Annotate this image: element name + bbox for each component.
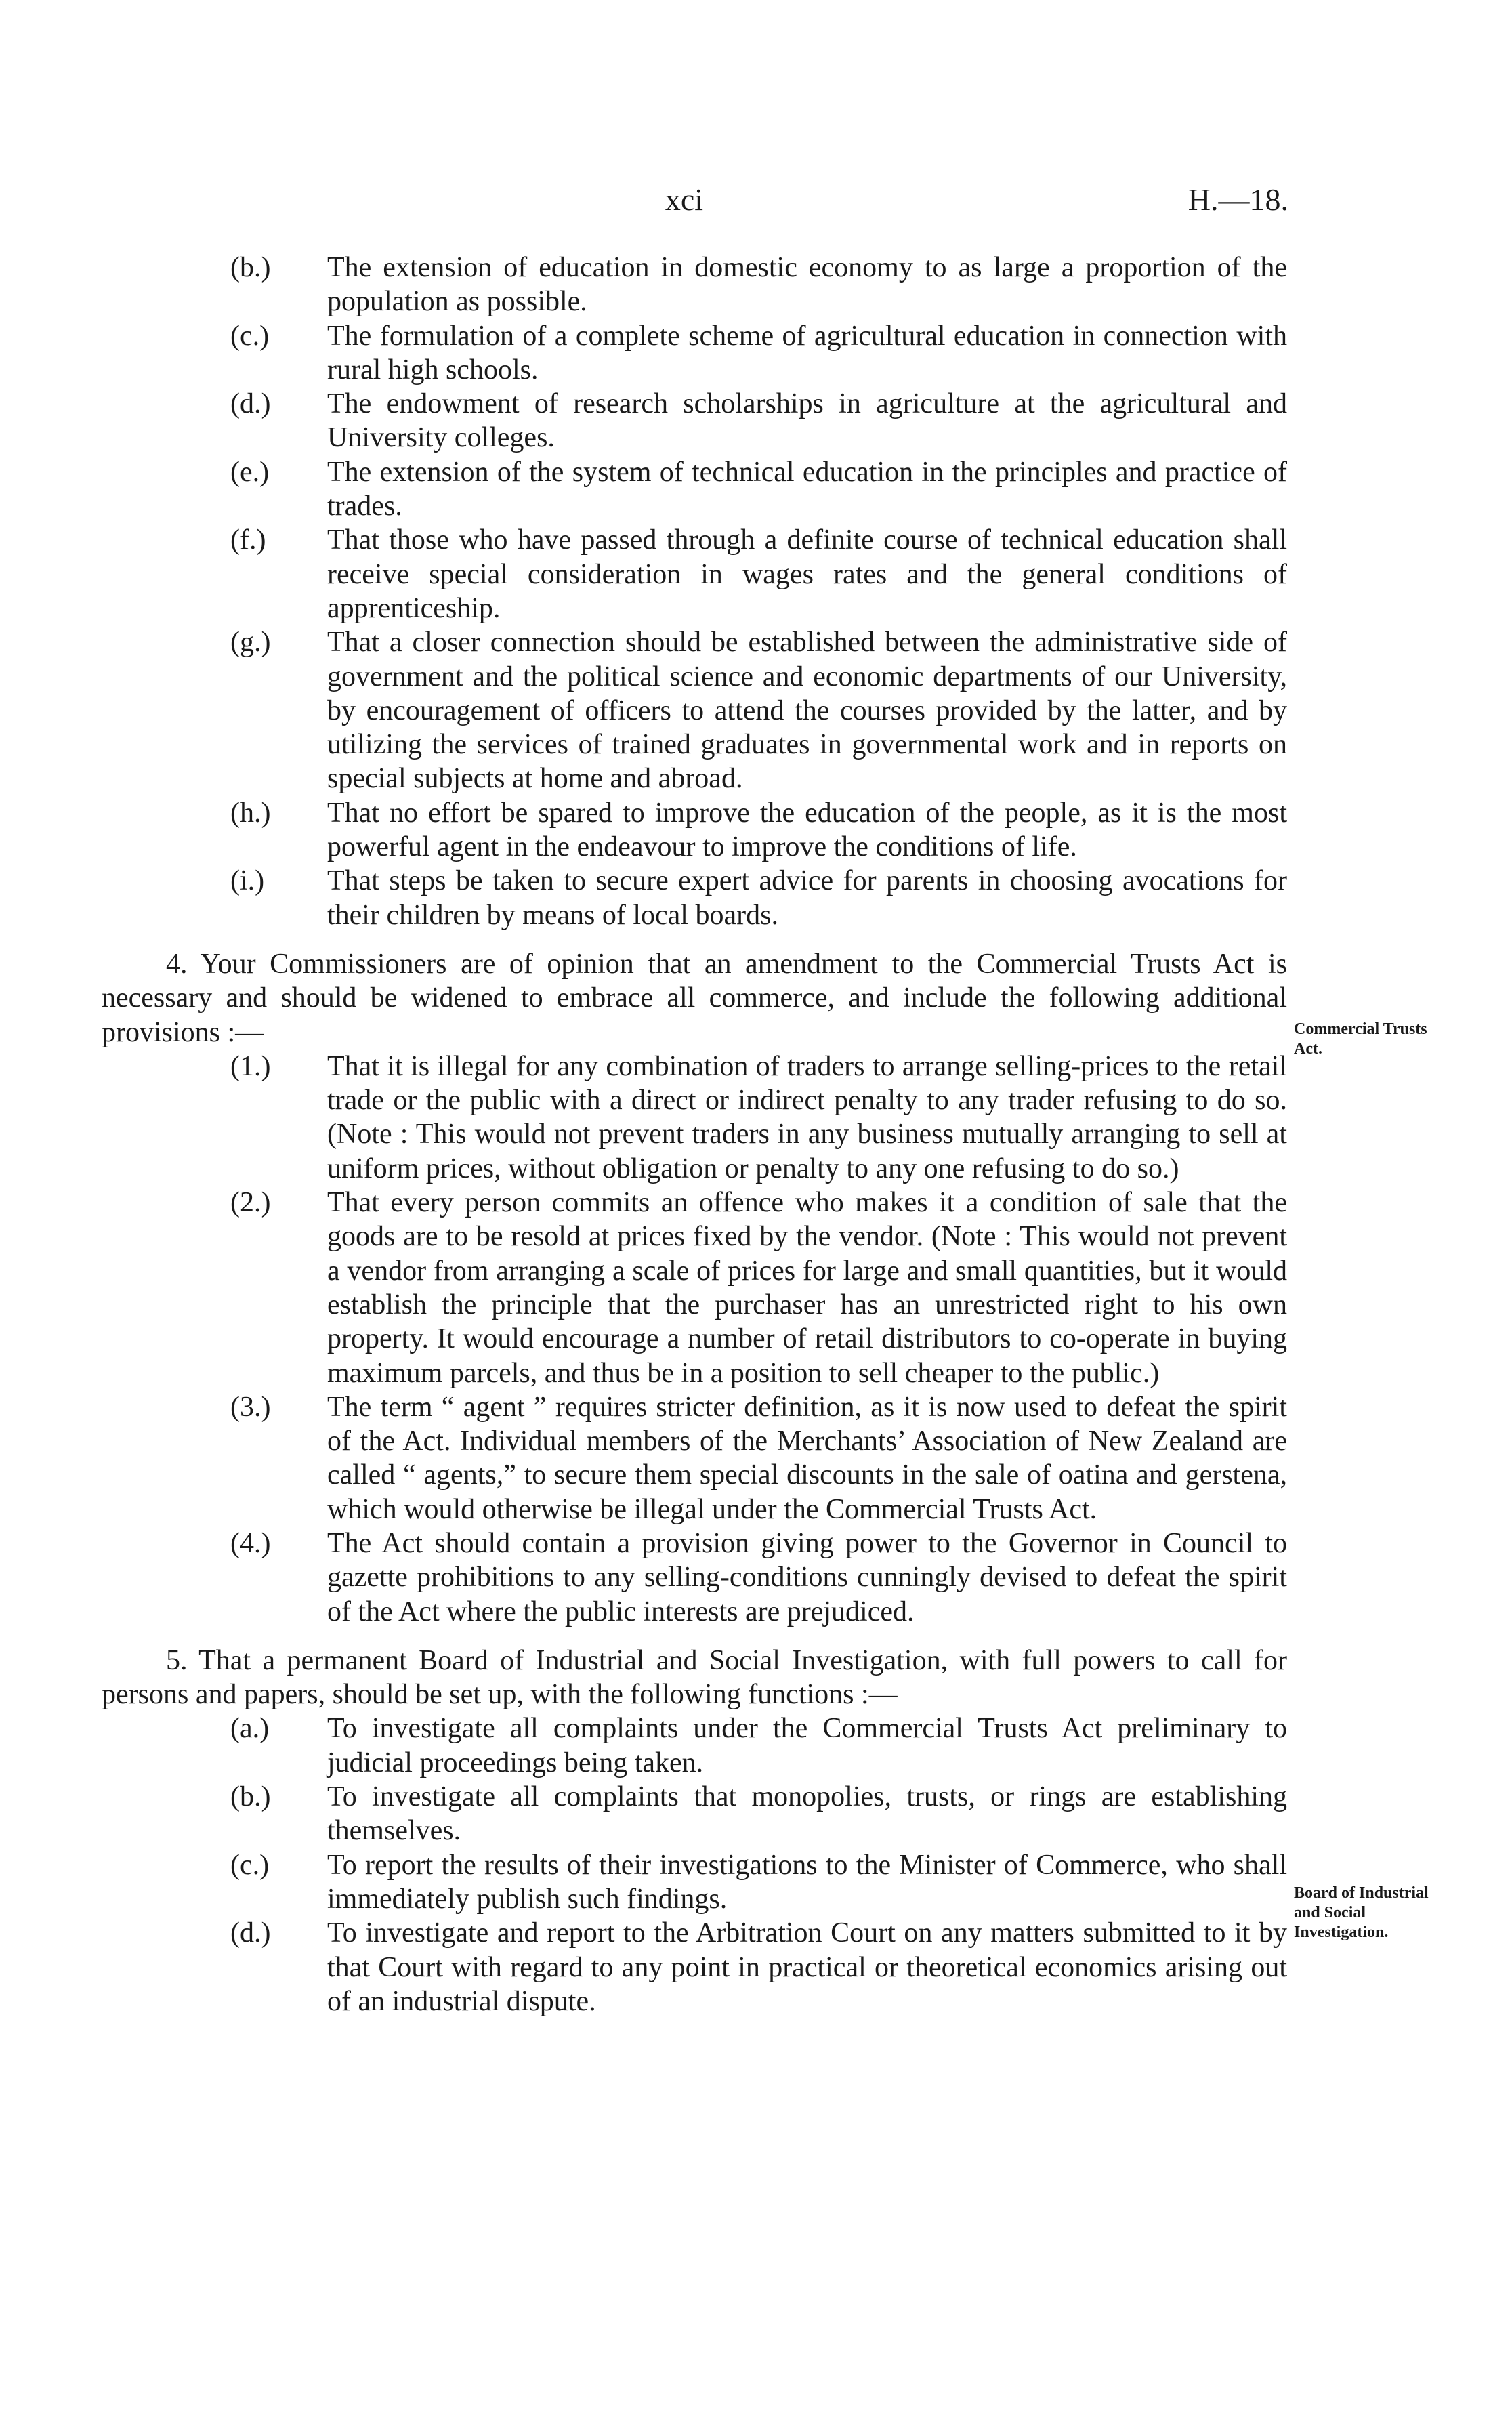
list-item <box>102 319 1287 388</box>
list-item <box>102 1049 1287 1186</box>
item-label: (h.) <box>230 797 271 829</box>
item-label: (e.) <box>230 456 270 488</box>
list-item <box>102 1916 1287 2018</box>
item-label: (i.) <box>230 865 265 897</box>
page-number: xci <box>665 182 704 217</box>
paragraph-4: 4. Your Commissioners are of opinion that an amendment to the Commercial Trusts Act is necessary and should be widened to embrace all commerce, and include the following additional provisions :— <box>102 948 1287 1048</box>
list-item <box>102 1780 1287 1848</box>
list-item <box>102 523 1287 625</box>
item-text: That every person commits an offence who makes it a condition of sale that the goods are to be resold at prices fixed by the vendor. (Note : This would not prevent a vendor from arranging a scale of prices for large and small quantities, but it would establish the principle that the purchaser has an unrestricted right to his own property. It would encourage a number of retail distributors to co-operate in buying maximum parcels, and thus be in a position to sell cheaper to the public.) <box>327 1187 1287 1389</box>
education-list <box>102 251 1287 932</box>
list-item <box>102 1848 1287 1917</box>
item-text: The term “ agent ” requires stricter definition, as it is now used to defeat the spirit of the Act. Individual members of the Merchants’ Association of New Zealand are called “ agents,” to secure them special discounts in the sale of oatina and gerstena, which would otherwise be illegal under the Commercial Trusts Act. <box>327 1391 1287 1525</box>
paragraph-5: 5. That a permanent Board of Industrial and Social Investigation, with full powers to call for persons and papers, should be set up, with the following functions :— <box>102 1644 1287 1711</box>
item-label: (1.) <box>230 1050 271 1082</box>
item-text: That no effort be spared to improve the education of the people, as it is the most powerful agent in the endeavour to improve the conditions of life. <box>327 797 1287 863</box>
list-item <box>102 864 1287 932</box>
item-text: The formulation of a complete scheme of agricultural education in connection with rural high schools. <box>327 320 1287 386</box>
item-text: To investigate all complaints under the Commercial Trusts Act preliminary to judicial proceedings being taken. <box>327 1713 1287 1779</box>
list-item <box>102 625 1287 795</box>
item-label: (a.) <box>230 1713 270 1745</box>
item-text: That it is illegal for any combination of traders to arrange selling-prices to the retail trade or the public with a direct or indirect penalty to any trader refusing to do so. (Note : This would not prevent traders in any business mutually arranging to sell at uniform prices, without obligation or penalty to any one refusing to do so.) <box>327 1050 1287 1184</box>
item-text: The endowment of research scholarships in agriculture at the agricultural and University colleges. <box>327 388 1287 454</box>
list-item <box>102 1711 1287 1780</box>
item-text: The extension of the system of technical education in the principles and practice of trades. <box>327 456 1287 522</box>
margin-note-board-investigation: Board of Industrial and Social Investigation. <box>1294 1884 1429 1941</box>
list-item <box>102 1526 1287 1629</box>
item-label: (b.) <box>230 252 271 283</box>
item-label: (3.) <box>230 1391 271 1423</box>
item-text: To investigate all complaints that monopolies, trusts, or rings are establishing themselves. <box>327 1781 1287 1847</box>
document-reference: H.—18. <box>1188 182 1288 217</box>
item-label: (g.) <box>230 627 271 659</box>
item-label: (b.) <box>230 1781 271 1813</box>
item-text: The Act should contain a provision giving power to the Governor in Council to gazette prohibitions to any selling-conditions cunningly devised to defeat the spirit of the Act where the public interests are prejudiced. <box>327 1527 1287 1627</box>
item-label: (c.) <box>230 1849 270 1881</box>
item-label: (2.) <box>230 1187 271 1219</box>
list-item <box>102 251 1287 319</box>
item-label: (d.) <box>230 388 271 420</box>
board-functions <box>102 1711 1287 2018</box>
item-text: To investigate and report to the Arbitration Court on any matters submitted to it by that Court with regard to any point in practical or theoretical economics arising out of an industrial dispute. <box>327 1917 1287 2017</box>
commercial-trusts-provisions <box>102 1049 1287 1629</box>
item-text: The extension of education in domestic economy to as large a proportion of the population as possible. <box>327 252 1287 318</box>
item-text: That steps be taken to secure expert advice for parents in choosing avocations for their children by means of local boards. <box>327 865 1287 931</box>
item-label: (d.) <box>230 1917 271 1949</box>
document-body <box>102 251 1287 2018</box>
list-item <box>102 1186 1287 1390</box>
list-item <box>102 387 1287 455</box>
list-item <box>102 796 1287 865</box>
list-item <box>102 1390 1287 1526</box>
item-text: To report the results of their investigations to the Minister of Commerce, who shall immediately publish such findings. <box>327 1849 1287 1915</box>
item-label: (f.) <box>230 524 266 556</box>
item-label: (c.) <box>230 320 270 352</box>
item-text: That those who have passed through a definite course of technical education shall receive special consideration in wages rates and the general conditions of apprenticeship. <box>327 524 1287 624</box>
margin-note-commercial-trusts: Commercial Trusts Act. <box>1294 1020 1427 1058</box>
list-item <box>102 455 1287 524</box>
item-label: (4.) <box>230 1527 271 1559</box>
item-text: That a closer connection should be established between the administrative side of government and the political science and economic departments of our University, by encouragement of officers to attend the courses provided by the latter, and by utilizing the services of trained graduates in governmental work and in reports on special subjects at home and abroad. <box>327 627 1287 795</box>
